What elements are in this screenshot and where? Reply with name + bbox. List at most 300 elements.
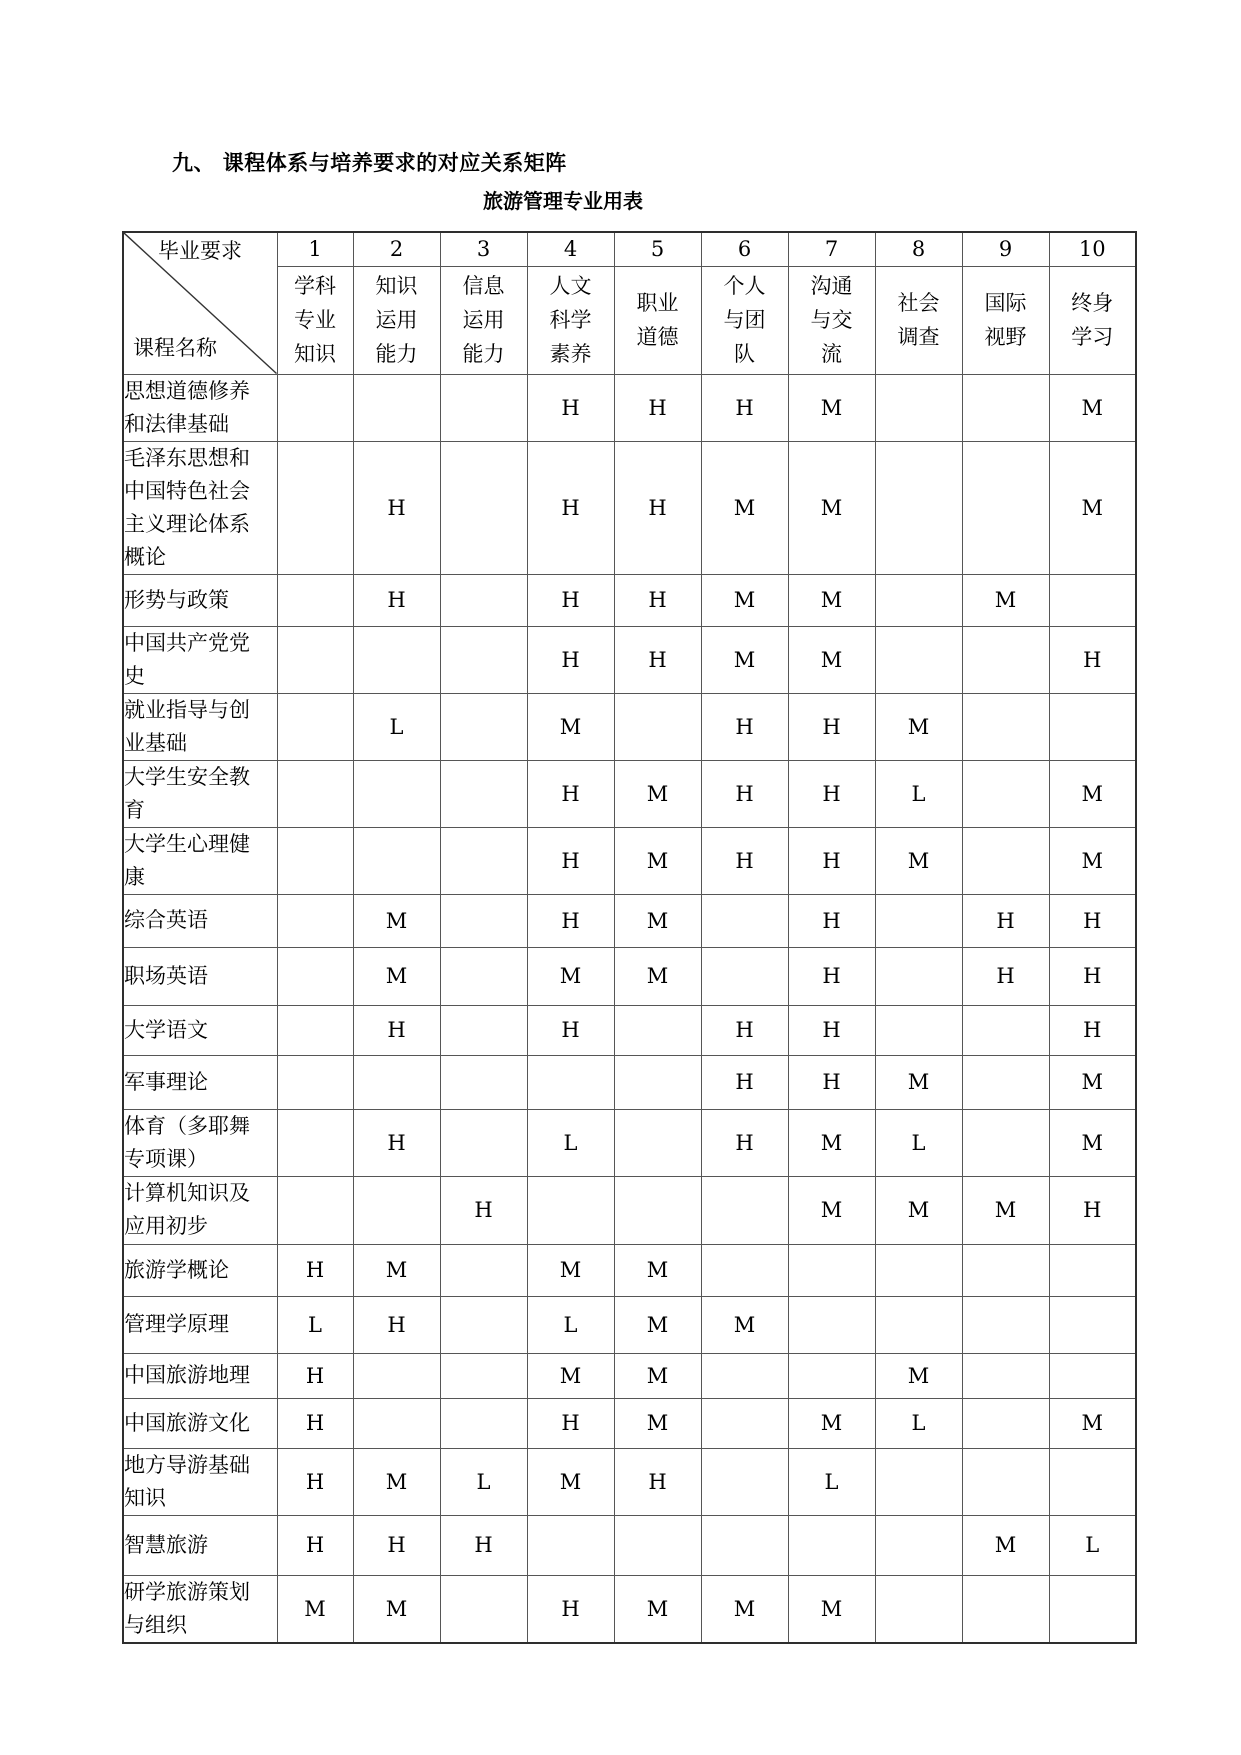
mapping-level-cell: M (1049, 1398, 1136, 1448)
course-row (123, 626, 1136, 693)
course-name-line: 体育（多耶舞 (124, 1113, 250, 1138)
requirement-label-line: 终身 (1071, 291, 1114, 315)
mapping-level-cell: L (875, 1398, 962, 1448)
matrix-body (123, 374, 1136, 1643)
mapping-level-cell (962, 626, 1049, 693)
mapping-level-cell (962, 760, 1049, 827)
course-row (123, 1005, 1136, 1055)
mapping-level-cell (875, 441, 962, 574)
mapping-level-cell: M (788, 626, 875, 693)
course-row (123, 441, 1136, 574)
mapping-level-cell: H (614, 374, 701, 441)
course-name-line: 计算机知识及 (124, 1181, 250, 1205)
requirement-label-line: 科学 (549, 308, 592, 332)
mapping-level-cell: M (614, 827, 701, 894)
course-row (123, 1109, 1136, 1176)
requirement-label (701, 266, 788, 374)
mapping-level-cell (875, 374, 962, 441)
mapping-level-cell: H (353, 574, 440, 626)
mapping-level-cell (875, 1448, 962, 1515)
mapping-level-cell (1049, 1296, 1136, 1353)
course-name-line: 主义理论体系 (124, 511, 250, 536)
mapping-level-cell: M (788, 1398, 875, 1448)
course-name-line: 中国旅游地理 (124, 1363, 250, 1387)
requirement-label (277, 266, 353, 374)
mapping-level-cell: M (614, 1575, 701, 1643)
mapping-level-cell (962, 1244, 1049, 1296)
mapping-level-cell (440, 374, 527, 441)
requirement-label-line: 知识 (294, 342, 336, 366)
mapping-level-cell: M (1049, 441, 1136, 574)
mapping-level-cell (962, 1109, 1049, 1176)
mapping-level-cell (440, 1005, 527, 1055)
mapping-level-cell (962, 1005, 1049, 1055)
course-name-cell (123, 693, 277, 760)
course-name-cell (123, 1005, 277, 1055)
mapping-level-cell (440, 574, 527, 626)
requirement-label-line: 个人 (723, 274, 766, 298)
course-name-line: 康 (124, 864, 145, 889)
requirement-number: 7 (788, 232, 875, 266)
mapping-level-cell (962, 1296, 1049, 1353)
course-row (123, 1448, 1136, 1515)
course-name-line: 概论 (124, 544, 166, 569)
requirement-number: 8 (875, 232, 962, 266)
mapping-level-cell: M (1049, 374, 1136, 441)
mapping-level-cell: H (701, 827, 788, 894)
mapping-level-cell (875, 1296, 962, 1353)
course-name-line: 就业指导与创 (124, 697, 250, 722)
mapping-level-cell (353, 1055, 440, 1109)
requirement-number: 5 (614, 232, 701, 266)
mapping-level-cell: M (353, 1575, 440, 1643)
mapping-level-cell (701, 1353, 788, 1398)
requirement-label-line: 与交 (810, 308, 853, 332)
course-name-line: 专项课） (124, 1146, 208, 1171)
course-row (123, 947, 1136, 1005)
mapping-level-cell: M (527, 693, 614, 760)
mapping-level-cell: M (875, 1176, 962, 1244)
requirement-label-line: 国际 (984, 291, 1027, 315)
mapping-level-cell: L (277, 1296, 353, 1353)
course-name-line: 综合英语 (124, 908, 208, 932)
mapping-level-cell: M (1049, 1055, 1136, 1109)
mapping-level-cell: M (614, 1353, 701, 1398)
mapping-level-cell: M (614, 947, 701, 1005)
requirement-number: 2 (353, 232, 440, 266)
requirement-label (440, 266, 527, 374)
mapping-level-cell (875, 1575, 962, 1643)
mapping-level-cell (875, 574, 962, 626)
requirement-label-line: 信息 (462, 274, 505, 298)
mapping-level-cell (1049, 1448, 1136, 1515)
mapping-level-cell: L (353, 693, 440, 760)
mapping-level-cell: H (788, 1055, 875, 1109)
mapping-level-cell: H (788, 894, 875, 947)
course-row (123, 1055, 1136, 1109)
mapping-level-cell (440, 894, 527, 947)
mapping-level-cell (440, 827, 527, 894)
mapping-level-cell: H (440, 1515, 527, 1575)
mapping-level-cell (962, 1353, 1049, 1398)
mapping-level-cell (277, 693, 353, 760)
course-name-line: 地方导游基础 (124, 1452, 250, 1477)
mapping-level-cell: H (277, 1448, 353, 1515)
mapping-level-cell: M (875, 1353, 962, 1398)
course-name-line: 知识 (124, 1485, 166, 1510)
mapping-level-cell: M (962, 1176, 1049, 1244)
course-name-cell (123, 894, 277, 947)
mapping-level-cell: H (1049, 1176, 1136, 1244)
mapping-level-cell (701, 1515, 788, 1575)
course-row (123, 1176, 1136, 1244)
mapping-level-cell (353, 1353, 440, 1398)
mapping-level-cell: M (353, 1244, 440, 1296)
mapping-level-cell: H (701, 760, 788, 827)
mapping-level-cell (962, 1398, 1049, 1448)
mapping-level-cell: M (614, 894, 701, 947)
course-name-line: 军事理论 (124, 1069, 208, 1094)
mapping-level-cell: L (527, 1296, 614, 1353)
mapping-level-cell: H (527, 894, 614, 947)
requirement-label-line: 能力 (462, 342, 505, 366)
mapping-level-cell (277, 827, 353, 894)
mapping-level-cell: H (353, 1296, 440, 1353)
mapping-level-cell (353, 374, 440, 441)
mapping-level-cell (440, 626, 527, 693)
course-row (123, 1398, 1136, 1448)
mapping-level-cell (788, 1296, 875, 1353)
mapping-level-cell (788, 1353, 875, 1398)
requirement-number: 3 (440, 232, 527, 266)
course-name-line: 职场英语 (124, 963, 208, 988)
mapping-level-cell (701, 1176, 788, 1244)
requirement-label-line: 运用 (462, 308, 505, 332)
mapping-level-cell: M (527, 1448, 614, 1515)
mapping-level-cell: M (788, 574, 875, 626)
course-name-cell (123, 1109, 277, 1176)
mapping-level-cell: H (701, 1055, 788, 1109)
mapping-level-cell (277, 1109, 353, 1176)
mapping-level-cell: L (1049, 1515, 1136, 1575)
requirement-label (353, 266, 440, 374)
mapping-level-cell: H (788, 693, 875, 760)
mapping-level-cell: M (614, 1244, 701, 1296)
mapping-level-cell: H (353, 441, 440, 574)
mapping-level-cell (353, 760, 440, 827)
course-name-line: 中国旅游文化 (124, 1410, 250, 1435)
course-name-cell (123, 827, 277, 894)
requirement-number-row (123, 232, 1136, 266)
mapping-level-cell: H (614, 441, 701, 574)
mapping-level-cell (962, 693, 1049, 760)
section-title: 九、 课程体系与培养要求的对应关系矩阵 (172, 151, 567, 175)
mapping-level-cell: H (277, 1515, 353, 1575)
mapping-level-cell (875, 947, 962, 1005)
mapping-level-cell (277, 947, 353, 1005)
mapping-level-cell (353, 1398, 440, 1448)
mapping-level-cell (701, 1398, 788, 1448)
mapping-level-cell: L (788, 1448, 875, 1515)
mapping-level-cell (440, 1575, 527, 1643)
requirement-number: 4 (527, 232, 614, 266)
mapping-level-cell: M (527, 1244, 614, 1296)
mapping-level-cell: H (527, 760, 614, 827)
mapping-level-cell (788, 1515, 875, 1575)
corner-cell (123, 232, 277, 374)
mapping-level-cell: H (962, 947, 1049, 1005)
course-name-line: 史 (124, 663, 145, 688)
mapping-level-cell: H (277, 1398, 353, 1448)
course-row (123, 894, 1136, 947)
mapping-level-cell: H (277, 1244, 353, 1296)
mapping-level-cell (440, 1296, 527, 1353)
mapping-level-cell: H (701, 374, 788, 441)
mapping-level-cell: H (527, 441, 614, 574)
course-name-line: 育 (124, 797, 145, 822)
mapping-level-cell (701, 947, 788, 1005)
mapping-level-cell: L (527, 1109, 614, 1176)
mapping-level-cell: M (353, 894, 440, 947)
mapping-level-cell (353, 827, 440, 894)
mapping-level-cell (614, 1055, 701, 1109)
course-row (123, 1353, 1136, 1398)
mapping-level-cell: L (875, 760, 962, 827)
mapping-level-cell (962, 1055, 1049, 1109)
mapping-level-cell: M (788, 374, 875, 441)
mapping-level-cell: M (788, 1176, 875, 1244)
course-row (123, 1296, 1136, 1353)
mapping-level-cell (875, 626, 962, 693)
requirement-label-line: 流 (821, 342, 842, 366)
mapping-level-cell (277, 374, 353, 441)
requirement-label-line: 道德 (636, 325, 679, 349)
course-name-cell (123, 1055, 277, 1109)
mapping-level-cell: H (527, 574, 614, 626)
mapping-level-cell: H (527, 374, 614, 441)
course-name-line: 与组织 (124, 1612, 187, 1637)
mapping-level-cell: M (1049, 760, 1136, 827)
course-row (123, 374, 1136, 441)
mapping-level-cell (353, 1176, 440, 1244)
mapping-level-cell (440, 760, 527, 827)
mapping-level-cell: M (527, 1353, 614, 1398)
mapping-level-cell: H (701, 1005, 788, 1055)
requirement-label-line: 社会 (897, 291, 940, 315)
corner-bottom-label: 课程名称 (133, 335, 217, 360)
mapping-level-cell: M (701, 441, 788, 574)
requirement-label-line: 学科 (294, 274, 336, 298)
mapping-level-cell (875, 894, 962, 947)
requirement-label (788, 266, 875, 374)
course-name-cell (123, 374, 277, 441)
course-row (123, 827, 1136, 894)
course-name-cell (123, 1296, 277, 1353)
requirement-label (527, 266, 614, 374)
mapping-level-cell (962, 827, 1049, 894)
requirement-label-line: 素养 (549, 342, 592, 366)
mapping-level-cell (962, 441, 1049, 574)
mapping-level-cell (962, 374, 1049, 441)
requirement-label-line: 视野 (984, 325, 1027, 349)
mapping-level-cell: M (962, 1515, 1049, 1575)
mapping-level-cell (440, 441, 527, 574)
mapping-level-cell (614, 1515, 701, 1575)
requirement-label-line: 专业 (294, 308, 336, 332)
mapping-level-cell: H (1049, 1005, 1136, 1055)
mapping-level-cell: H (1049, 894, 1136, 947)
mapping-level-cell: M (875, 693, 962, 760)
course-name-cell (123, 1448, 277, 1515)
mapping-level-cell: H (277, 1353, 353, 1398)
requirement-label (875, 266, 962, 374)
course-name-line: 管理学原理 (124, 1312, 229, 1336)
mapping-level-cell: H (527, 827, 614, 894)
mapping-level-cell: H (527, 626, 614, 693)
course-name-line: 研学旅游策划 (124, 1579, 250, 1604)
mapping-level-cell: M (788, 1575, 875, 1643)
course-name-cell (123, 574, 277, 626)
mapping-level-cell (277, 1055, 353, 1109)
mapping-level-cell (701, 894, 788, 947)
requirement-label (962, 266, 1049, 374)
mapping-level-cell: H (788, 947, 875, 1005)
requirement-label-line: 职业 (636, 291, 679, 315)
course-row (123, 1575, 1136, 1643)
mapping-level-cell (277, 1176, 353, 1244)
mapping-level-cell: M (353, 947, 440, 1005)
requirement-label-line: 学习 (1071, 325, 1114, 349)
mapping-level-cell: H (527, 1005, 614, 1055)
mapping-level-cell: H (1049, 947, 1136, 1005)
mapping-level-cell: M (527, 947, 614, 1005)
mapping-level-cell: M (1049, 827, 1136, 894)
requirement-label-line: 能力 (375, 342, 418, 366)
mapping-level-cell: M (614, 1398, 701, 1448)
mapping-level-cell (1049, 1575, 1136, 1643)
mapping-level-cell: H (614, 574, 701, 626)
mapping-level-cell: M (701, 1575, 788, 1643)
requirement-number: 9 (962, 232, 1049, 266)
mapping-level-cell (440, 1353, 527, 1398)
course-name-line: 智慧旅游 (124, 1532, 208, 1557)
course-name-cell (123, 760, 277, 827)
mapping-level-cell: M (353, 1448, 440, 1515)
mapping-level-cell (440, 1398, 527, 1448)
mapping-level-cell: M (614, 760, 701, 827)
mapping-level-cell (1049, 1353, 1136, 1398)
requirement-number: 1 (277, 232, 353, 266)
course-name-line: 业基础 (124, 730, 187, 755)
mapping-level-cell: H (440, 1176, 527, 1244)
mapping-level-cell (962, 1575, 1049, 1643)
requirement-label-line: 沟通 (810, 274, 853, 298)
mapping-level-cell: H (701, 1109, 788, 1176)
mapping-level-cell: H (527, 1575, 614, 1643)
mapping-level-cell: H (1049, 626, 1136, 693)
course-name-cell (123, 947, 277, 1005)
mapping-level-cell (614, 1005, 701, 1055)
mapping-level-cell (1049, 693, 1136, 760)
mapping-level-cell: M (701, 574, 788, 626)
mapping-level-cell: M (962, 574, 1049, 626)
mapping-level-cell: H (962, 894, 1049, 947)
mapping-level-cell: L (875, 1109, 962, 1176)
mapping-level-cell: H (701, 693, 788, 760)
table-caption: 旅游管理专业用表 (483, 189, 643, 213)
course-name-cell (123, 1398, 277, 1448)
course-name-cell (123, 441, 277, 574)
course-name-line: 中国共产党党 (124, 630, 250, 655)
mapping-level-cell (440, 947, 527, 1005)
mapping-level-cell (875, 1244, 962, 1296)
mapping-level-cell: H (788, 1005, 875, 1055)
mapping-level-cell: M (614, 1296, 701, 1353)
mapping-level-cell: H (614, 626, 701, 693)
mapping-level-cell (440, 1244, 527, 1296)
requirement-label-line: 人文 (549, 274, 592, 298)
mapping-level-cell: H (788, 827, 875, 894)
mapping-level-cell (614, 693, 701, 760)
mapping-level-cell: H (527, 1398, 614, 1448)
course-name-line: 思想道德修养 (124, 378, 250, 403)
course-name-cell (123, 626, 277, 693)
requirement-label (1049, 266, 1136, 374)
mapping-level-cell (875, 1515, 962, 1575)
course-name-line: 毛泽东思想和 (124, 445, 250, 470)
mapping-level-cell: H (353, 1005, 440, 1055)
corner-top-label: 毕业要求 (158, 239, 242, 263)
mapping-level-cell: L (440, 1448, 527, 1515)
course-row (123, 1515, 1136, 1575)
mapping-level-cell: M (701, 1296, 788, 1353)
mapping-level-cell (440, 693, 527, 760)
course-row (123, 760, 1136, 827)
mapping-level-cell: M (875, 1055, 962, 1109)
mapping-level-cell: H (788, 760, 875, 827)
course-name-line: 应用初步 (124, 1214, 208, 1238)
mapping-level-cell (788, 1244, 875, 1296)
mapping-level-cell (353, 626, 440, 693)
mapping-level-cell (527, 1176, 614, 1244)
mapping-level-cell: M (701, 626, 788, 693)
course-name-line: 中国特色社会 (124, 478, 250, 503)
requirement-label-line: 队 (734, 342, 755, 366)
mapping-level-cell (277, 441, 353, 574)
curriculum-requirement-matrix-table (122, 231, 1137, 1644)
mapping-level-cell: M (788, 441, 875, 574)
mapping-level-cell (701, 1448, 788, 1515)
course-name-line: 和法律基础 (124, 411, 229, 436)
mapping-level-cell (440, 1055, 527, 1109)
mapping-level-cell (277, 626, 353, 693)
mapping-level-cell: M (277, 1575, 353, 1643)
matrix-header (123, 232, 1136, 374)
mapping-level-cell (875, 1005, 962, 1055)
mapping-level-cell (440, 1109, 527, 1176)
course-row (123, 1244, 1136, 1296)
requirement-label (614, 266, 701, 374)
mapping-level-cell: M (788, 1109, 875, 1176)
mapping-level-cell (527, 1055, 614, 1109)
mapping-level-cell (1049, 1244, 1136, 1296)
mapping-level-cell (962, 1448, 1049, 1515)
requirement-number: 6 (701, 232, 788, 266)
course-name-cell (123, 1575, 277, 1643)
course-name-cell (123, 1176, 277, 1244)
course-name-line: 大学语文 (124, 1017, 208, 1042)
mapping-level-cell: H (353, 1109, 440, 1176)
